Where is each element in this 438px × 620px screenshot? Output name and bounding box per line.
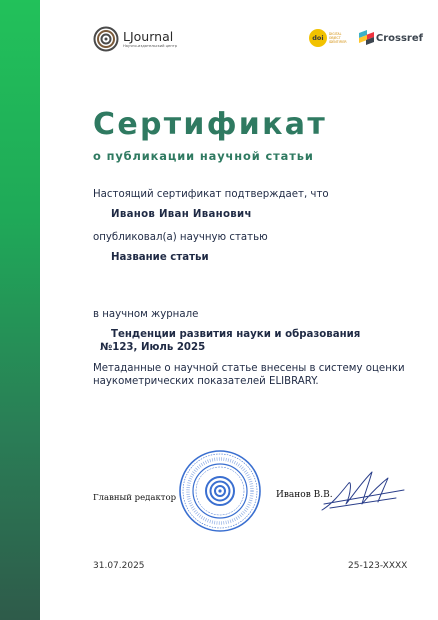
metadata-note: Метаданные о научной статье внесены в систему оценки наукометрических показателей ELIBRARY. bbox=[93, 363, 405, 387]
journal-name: Тенденции развития науки и образования bbox=[111, 329, 361, 340]
certificate-title: Сертификат bbox=[93, 107, 328, 142]
issue-date: 31.07.2025 bbox=[93, 561, 145, 571]
journal-issue: №123, Июль 2025 bbox=[100, 342, 206, 353]
logo-name: LJournal bbox=[123, 28, 174, 44]
author-name: Иванов Иван Иванович bbox=[111, 209, 252, 220]
intro-text: Настоящий сертификат подтверждает, что bbox=[93, 189, 329, 200]
certificate-subtitle: о публикации научной статьи bbox=[93, 149, 314, 163]
green-side-bar bbox=[0, 0, 40, 620]
article-title: Название статьи bbox=[111, 252, 209, 263]
crossref-logo-icon bbox=[359, 30, 374, 46]
logo-tagline: Научно-издательский центр bbox=[123, 43, 177, 48]
round-seal-icon bbox=[178, 449, 262, 533]
editor-name: Иванов В.В. bbox=[276, 490, 333, 500]
crossref-name: Crossref bbox=[375, 32, 423, 44]
journal-intro-text: в научном журнале bbox=[93, 309, 199, 320]
doi-badge-icon: doi bbox=[309, 29, 327, 47]
editor-role: Главный редактор bbox=[93, 493, 177, 503]
ljournal-logo bbox=[93, 26, 177, 52]
published-text: опубликовал(а) научную статью bbox=[93, 232, 268, 243]
doi-label: DIGITAL OBJECT IDENTIFIER bbox=[328, 32, 347, 44]
certificate-number: 25-123-XXXX bbox=[348, 561, 408, 571]
spiral-logo-icon bbox=[93, 26, 119, 52]
partner-logos bbox=[309, 29, 423, 47]
header bbox=[93, 26, 423, 56]
